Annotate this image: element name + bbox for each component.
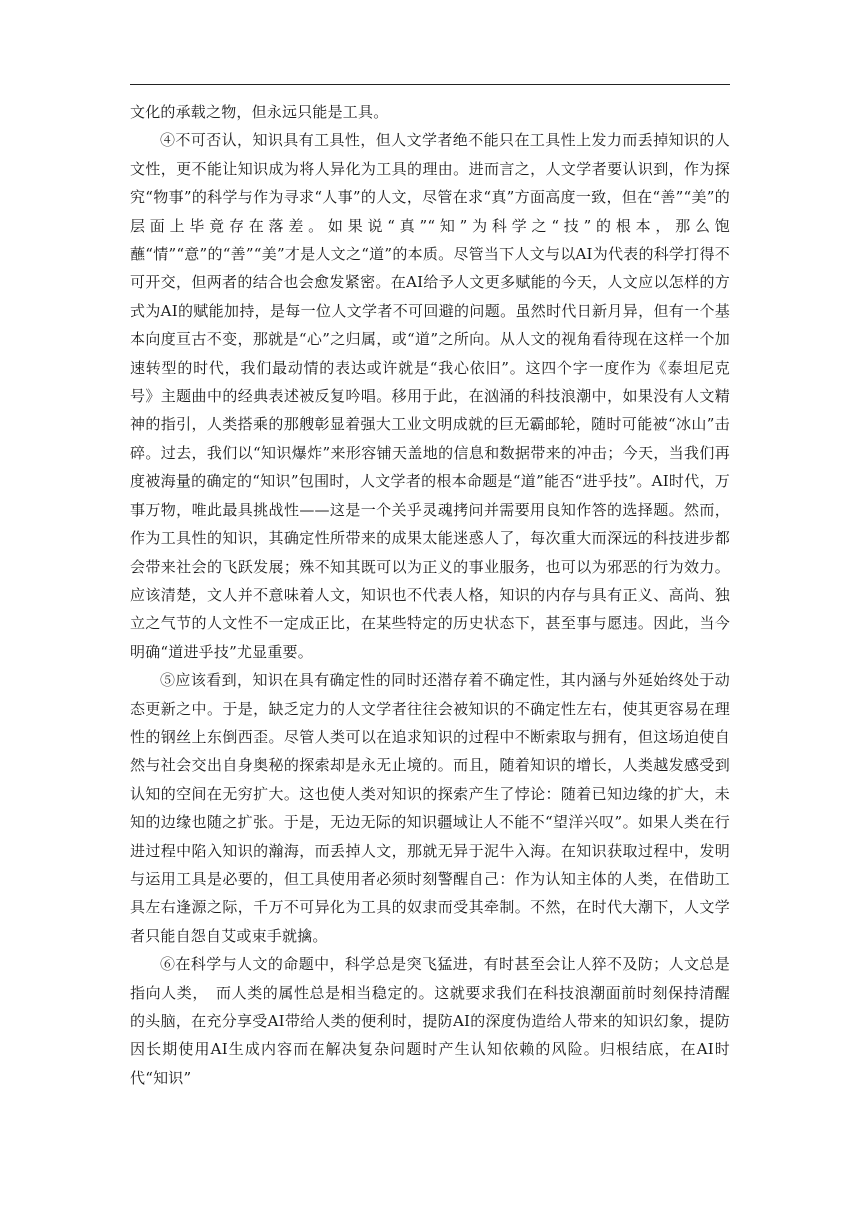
paragraph-6: ⑥在科学与人文的命题中，科学总是突飞猛进，有时甚至会让人猝不及防；人文总是指向人类， 而人类的属性总是相当稳定的。这就要求我们在科技浪潮面前时刻保持清醒的头脑，在充分享受AI带给人类的便利时，提防AI的深度伪造给人带来的知识幻象，提防因长期使用AI生成内容而在解决复杂问题时产生认知依赖的风险。归根结底，在AI时代“知识” — [130, 955, 730, 1087]
paragraph-4: ④不可否认，知识具有工具性，但人文学者绝不能只在工具性上发力而丢掉知识的人文性，更不能让知识成为将人异化为工具的理由。进而言之，人文学者要认识到，作为探究“物事”的科学与作为寻求“人事”的人文，尽管在求“真”方面高度一致，但在“善”“美”的层面上毕竟存在落差。如果说“真”“知”为科学之“技”的根本，那么饱蘸“情”“意”的“善”“美”才是人文之“道”的本质。尽管当下人文与以AI为代表的科学打得不可开交，但两者的结合也会愈发紧密。在AI给予人文更多赋能的今天，人文应以怎样的方式为AI的赋能加持，是每一位人文学者不可回避的问题。虽然时代日新月异，但有一个基本向度亘古不变，那就是“心”之归属，或“道”之所向。从人文的视角看待现在这样一个加速转型的时代，我们最动情的表达或许就是“我心依旧”。这四个字一度作为《泰坦尼克号》主题曲中的经典表述被反复吟唱。移用于此，在汹涌的科技浪潮中，如果没有人文精神的指引，人类搭乘的那艘彰显着强大工业文明成就的巨无霸邮轮，随时可能被“冰山”击碎。过去，我们以“知识爆炸”来形容铺天盖地的信息和数据带来的冲击；今天，当我们再度被海量的确定的“知识”包围时，人文学者的根本命题是“道”能否“进乎技”。AI时代，万事万物，唯此最具挑战性——这是一个关乎灵魂拷问并需要用良知作答的选择题。然而，作为工具性的知识，其确定性所带来的成果太能迷惑人了，每次重大而深远的科技进步都会带来社会的飞跃发展；殊不知其既可以为正义的事业服务，也可以为邪恶的行为效力。应该清楚，文人并不意味着人文，知识也不代表人格，知识的内存与具有正义、高尚、独立之气节的人文性不一定成正比，在某些特定的历史状态下，甚至事与愿违。因此，当今明确“道进乎技”尤显重要。 — [130, 131, 730, 661]
paragraph-continued: 文化的承载之物，但永远只能是工具。 — [130, 103, 389, 121]
paragraph-5: ⑤应该看到，知识在具有确定性的同时还潜存着不确定性，其内涵与外延始终处于动态更新之中。于是，缺乏定力的人文学者往往会被知识的不确定性左右，使其更容易在理性的钢丝上东倒西歪。尽管人类可以在追求知识的过程中不断索取与拥有，但这场迫使自然与社会交出自身奥秘的探索却是永无止境的。而且，随着知识的增长，人类越发感受到认知的空间在无穷扩大。这也使人类对知识的探索产生了悖论：随着已知边缘的扩大，未知的边缘也随之扩张。于是，无边无际的知识疆域让人不能不“望洋兴叹”。如果人类在行进过程中陷入知识的瀚海，而丢掉人文，那就无异于泥牛入海。在知识获取过程中，发明与运用工具是必要的，但工具使用者必须时刻警醒自己：作为认知主体的人类，在借助工具左右逢源之际，千万不可异化为工具的奴隶而受其牵制。不然，在时代大潮下，人文学者只能自怨自艾或束手就擒。 — [130, 671, 730, 945]
article-body — [130, 98, 730, 1092]
header-rule — [130, 84, 730, 85]
